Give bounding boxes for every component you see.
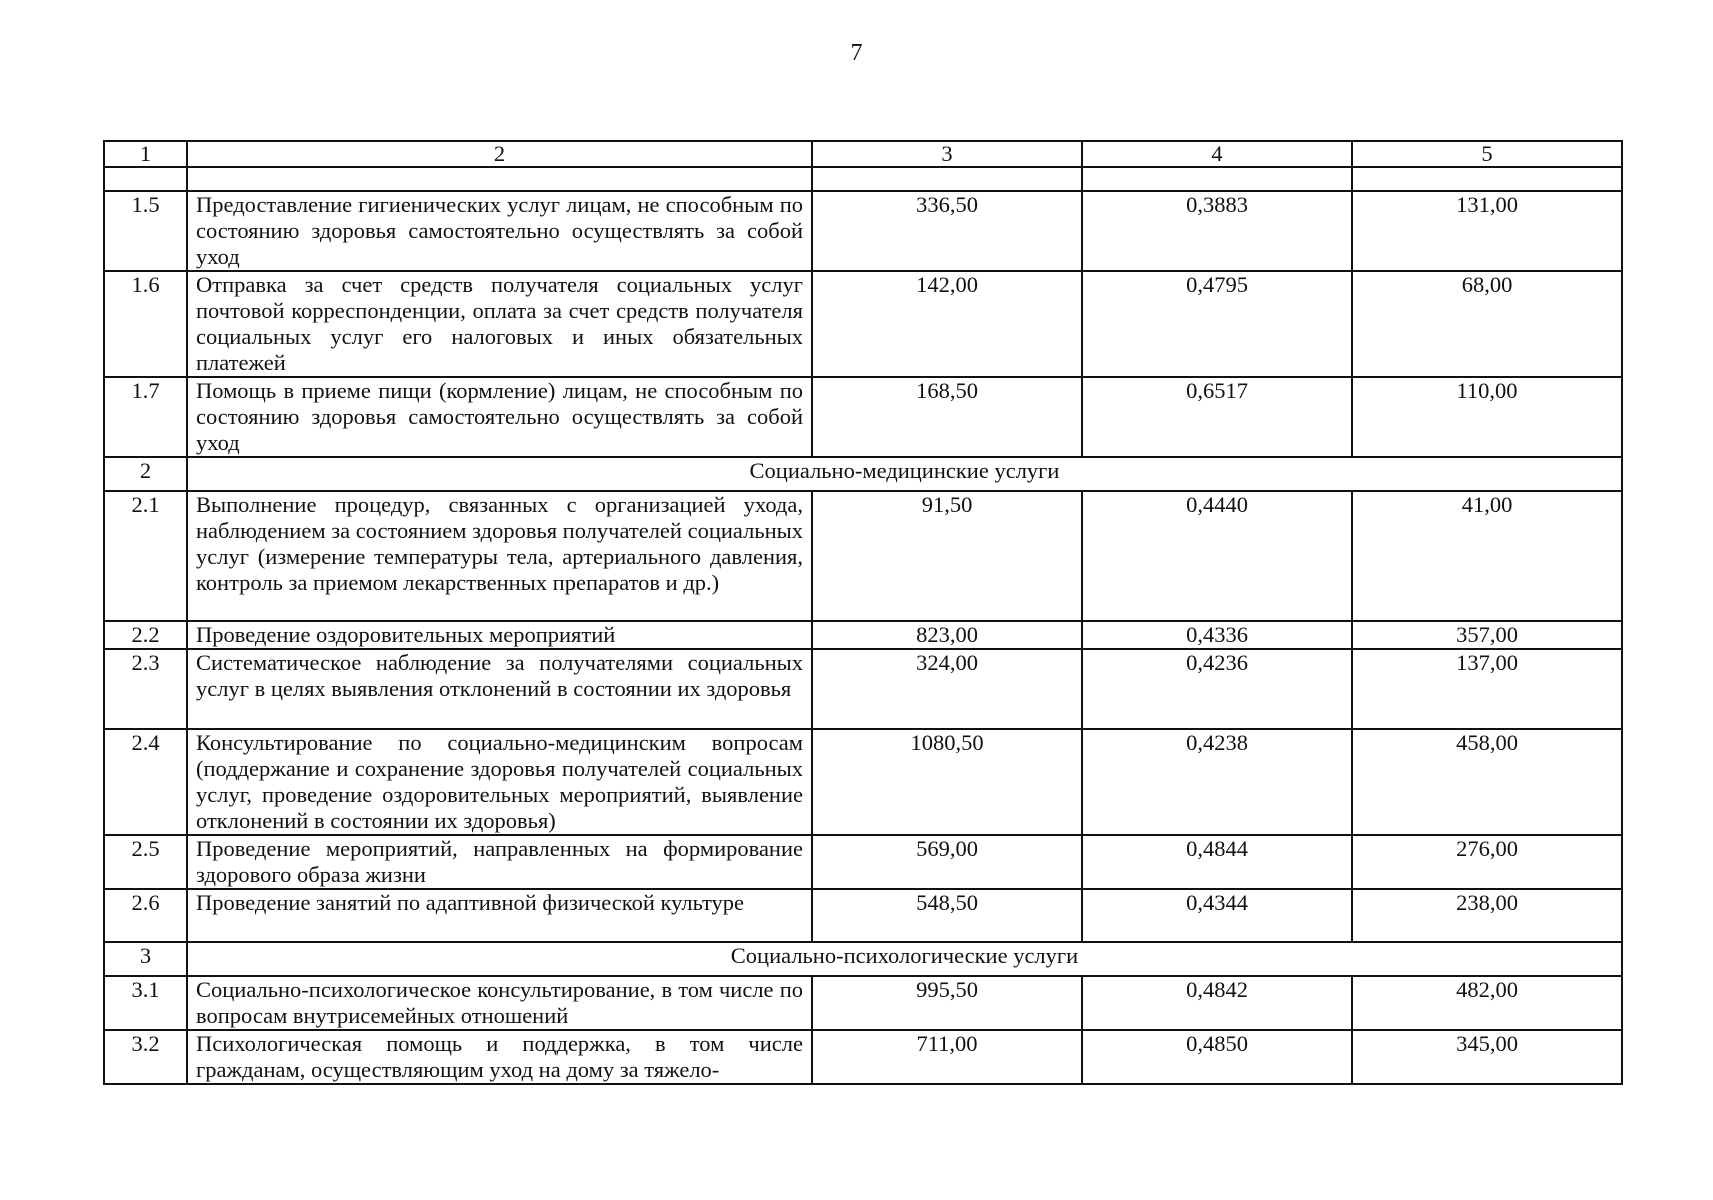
value-col5: 482,00 bbox=[1352, 976, 1622, 1030]
services-table bbox=[103, 140, 1623, 1085]
value-col5: 68,00 bbox=[1352, 271, 1622, 377]
service-description: Психологическая помощь и поддержка, в том числе гражданам, осуществляющим уход на дому за тяжело- bbox=[187, 1030, 812, 1084]
value-col4: 0,4842 bbox=[1082, 976, 1352, 1030]
value-col3: 995,50 bbox=[812, 976, 1082, 1030]
row-number: 2.4 bbox=[104, 729, 187, 835]
section-row bbox=[104, 457, 1622, 491]
value-col3: 548,50 bbox=[812, 889, 1082, 942]
empty-cell bbox=[1082, 167, 1352, 191]
table-row bbox=[104, 649, 1622, 729]
service-description: Проведение занятий по адаптивной физической культуре bbox=[187, 889, 812, 942]
table-row bbox=[104, 377, 1622, 457]
value-col3: 711,00 bbox=[812, 1030, 1082, 1084]
value-col4: 0,4238 bbox=[1082, 729, 1352, 835]
column-header: 2 bbox=[187, 141, 812, 167]
value-col3: 91,50 bbox=[812, 491, 1082, 621]
service-description: Отправка за счет средств получателя социальных услуг почтовой корреспонденции, оплата за счет средств получателя социальных услуг его налоговых и иных обязательных платежей bbox=[187, 271, 812, 377]
value-col5: 137,00 bbox=[1352, 649, 1622, 729]
table-row bbox=[104, 491, 1622, 621]
service-description: Систематическое наблюдение за получателями социальных услуг в целях выявления отклонений в состоянии их здоровья bbox=[187, 649, 812, 729]
service-description: Предоставление гигиенических услуг лицам, не способным по состоянию здоровья самостоятельно осуществлять за собой уход bbox=[187, 191, 812, 271]
empty-cell bbox=[104, 167, 187, 191]
value-col3: 142,00 bbox=[812, 271, 1082, 377]
row-number: 2.1 bbox=[104, 491, 187, 621]
row-number: 1.7 bbox=[104, 377, 187, 457]
table-row bbox=[104, 191, 1622, 271]
value-col4: 0,4344 bbox=[1082, 889, 1352, 942]
value-col5: 41,00 bbox=[1352, 491, 1622, 621]
column-header: 5 bbox=[1352, 141, 1622, 167]
value-col5: 131,00 bbox=[1352, 191, 1622, 271]
table-row bbox=[104, 1030, 1622, 1084]
value-col5: 110,00 bbox=[1352, 377, 1622, 457]
service-description: Консультирование по социально-медицинским вопросам (поддержание и сохранение здоровья получателей социальных услуг, проведение оздоровительных мероприятий, выявление отклонений в состоянии их здоровья) bbox=[187, 729, 812, 835]
value-col3: 324,00 bbox=[812, 649, 1082, 729]
table-header-row bbox=[104, 141, 1622, 167]
value-col3: 823,00 bbox=[812, 621, 1082, 649]
value-col4: 0,4336 bbox=[1082, 621, 1352, 649]
value-col3: 168,50 bbox=[812, 377, 1082, 457]
value-col5: 345,00 bbox=[1352, 1030, 1622, 1084]
section-row bbox=[104, 942, 1622, 976]
table-row bbox=[104, 621, 1622, 649]
value-col3: 1080,50 bbox=[812, 729, 1082, 835]
section-title: Социально-психологические услуги bbox=[187, 942, 1622, 976]
empty-cell bbox=[187, 167, 812, 191]
row-number: 1.5 bbox=[104, 191, 187, 271]
value-col4: 0,4236 bbox=[1082, 649, 1352, 729]
empty-cell bbox=[1352, 167, 1622, 191]
row-number: 3.2 bbox=[104, 1030, 187, 1084]
value-col4: 0,6517 bbox=[1082, 377, 1352, 457]
section-number: 3 bbox=[104, 942, 187, 976]
service-description: Выполнение процедур, связанных с организацией ухода, наблюдением за состоянием здоровья получателей социальных услуг (измерение температуры тела, артериального давления, контроль за приемом лекарственных препаратов и др.) bbox=[187, 491, 812, 621]
value-col5: 276,00 bbox=[1352, 835, 1622, 889]
value-col5: 357,00 bbox=[1352, 621, 1622, 649]
row-number: 3.1 bbox=[104, 976, 187, 1030]
value-col3: 336,50 bbox=[812, 191, 1082, 271]
value-col4: 0,4795 bbox=[1082, 271, 1352, 377]
column-header: 4 bbox=[1082, 141, 1352, 167]
table-row bbox=[104, 835, 1622, 889]
table-row bbox=[104, 271, 1622, 377]
table-row bbox=[104, 889, 1622, 942]
value-col5: 458,00 bbox=[1352, 729, 1622, 835]
value-col4: 0,3883 bbox=[1082, 191, 1352, 271]
value-col4: 0,4850 bbox=[1082, 1030, 1352, 1084]
column-header: 3 bbox=[812, 141, 1082, 167]
value-col4: 0,4440 bbox=[1082, 491, 1352, 621]
value-col4: 0,4844 bbox=[1082, 835, 1352, 889]
page-number: 7 bbox=[850, 40, 863, 66]
empty-cell bbox=[812, 167, 1082, 191]
column-header: 1 bbox=[104, 141, 187, 167]
row-number: 2.6 bbox=[104, 889, 187, 942]
value-col3: 569,00 bbox=[812, 835, 1082, 889]
service-description: Проведение мероприятий, направленных на формирование здорового образа жизни bbox=[187, 835, 812, 889]
empty-row bbox=[104, 167, 1622, 191]
service-description: Проведение оздоровительных мероприятий bbox=[187, 621, 812, 649]
row-number: 2.3 bbox=[104, 649, 187, 729]
row-number: 2.5 bbox=[104, 835, 187, 889]
row-number: 2.2 bbox=[104, 621, 187, 649]
service-description: Социально-психологическое консультирование, в том числе по вопросам внутрисемейных отношений bbox=[187, 976, 812, 1030]
value-col5: 238,00 bbox=[1352, 889, 1622, 942]
section-title: Социально-медицинские услуги bbox=[187, 457, 1622, 491]
section-number: 2 bbox=[104, 457, 187, 491]
table-row bbox=[104, 976, 1622, 1030]
service-description: Помощь в приеме пищи (кормление) лицам, не способным по состоянию здоровья самостоятельно осуществлять за собой уход bbox=[187, 377, 812, 457]
row-number: 1.6 bbox=[104, 271, 187, 377]
table-row bbox=[104, 729, 1622, 835]
